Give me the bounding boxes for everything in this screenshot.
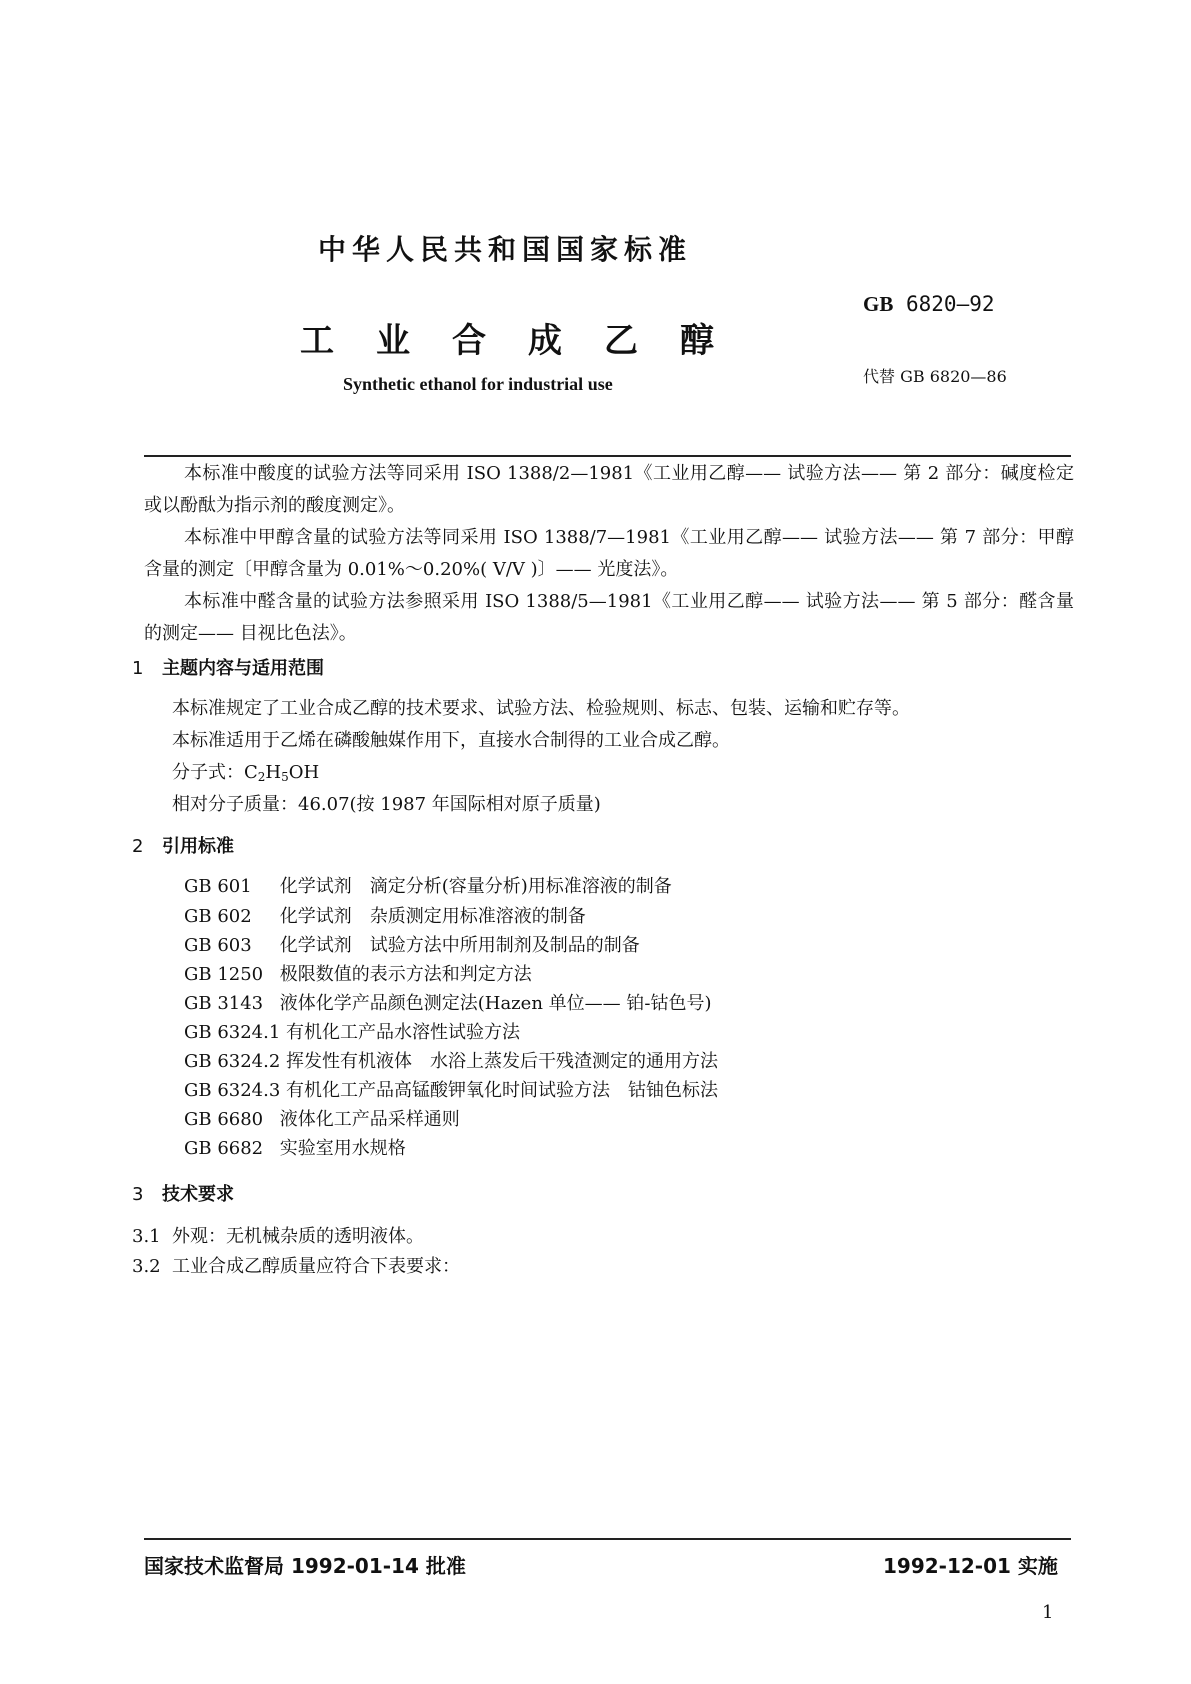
requirement-number: 3.2	[132, 1256, 161, 1277]
reference-text: 有机化工产品水溶性试验方法	[286, 1022, 521, 1043]
reference-text: 极限数值的表示方法和判定方法	[279, 964, 532, 985]
approval-date: 国家技术监督局 1992-01-14 批准	[144, 1554, 466, 1578]
formula-label: 分子式：	[172, 762, 244, 783]
document-title: 工业合成乙醇	[300, 321, 756, 361]
reference-item	[184, 989, 711, 1015]
reference-text: 挥发性有机液体 水浴上蒸发后干残渣测定的通用方法	[286, 1051, 719, 1072]
formula-h: H	[265, 762, 282, 783]
reference-item	[184, 1018, 520, 1044]
scope-line: 本标准规定了工业合成乙醇的技术要求、试验方法、检验规则、标志、包装、运输和贮存等。	[172, 698, 910, 719]
requirement-item	[132, 1222, 424, 1248]
formula-oh: OH	[288, 762, 320, 783]
section-title: 技术要求	[162, 1184, 234, 1205]
reference-code: GB 6324.1	[184, 1022, 281, 1043]
intro-paragraph-1: 本标准中酸度的试验方法等同采用 ISO 1388/2—1981《工业用乙醇—— 试验方法—— 第 2 部分：碱度检定或以酚酞为指示剂的酸度测定》。	[144, 463, 1074, 516]
reference-text: 有机化工产品高锰酸钾氧化时间试验方法 钴铀色标法	[286, 1080, 719, 1101]
national-standard-heading: 中华人民共和国国家标准	[318, 233, 693, 266]
reference-code: GB 3143	[184, 993, 264, 1014]
replaces-standard: 代替 GB 6820—86	[863, 367, 1007, 386]
reference-code: GB 6324.3	[184, 1080, 281, 1101]
section-3-heading	[132, 1180, 234, 1206]
requirement-item	[132, 1252, 460, 1278]
reference-code: GB 1250	[184, 964, 264, 985]
intro-paragraph-2: 本标准中甲醇含量的试验方法等同采用 ISO 1388/7—1981《工业用乙醇—— 试验方法—— 第 7 部分：甲醇含量的测定〔甲醇含量为 0.01%～0.20%( V/V )〕—— 光度法》。	[144, 527, 1074, 580]
requirement-text: 外观：无机械杂质的透明液体。	[172, 1226, 424, 1247]
section-number: 1	[132, 658, 144, 679]
effective-date: 1992-12-01 实施	[883, 1554, 1058, 1578]
reference-item	[184, 1047, 718, 1073]
formula-c: C	[244, 762, 258, 783]
standard-number-value: 6820—92	[906, 292, 995, 316]
reference-text: 化学试剂 试验方法中所用制剂及制品的制备	[279, 935, 640, 956]
reference-item	[184, 931, 640, 957]
reference-item	[184, 1134, 406, 1160]
section-2-heading	[132, 832, 234, 858]
reference-code: GB 6680	[184, 1109, 264, 1130]
reference-text: 液体化学产品颜色测定法(Hazen 单位—— 铂-钴色号)	[279, 993, 712, 1014]
molecular-formula	[172, 758, 319, 784]
reference-text: 化学试剂 杂质测定用标准溶液的制备	[279, 906, 586, 927]
requirement-text: 工业合成乙醇质量应符合下表要求：	[172, 1256, 460, 1277]
intro-paragraph-3: 本标准中醛含量的试验方法参照采用 ISO 1388/5—1981《工业用乙醇—— 试验方法—— 第 5 部分：醛含量的测定—— 目视比色法》。	[144, 591, 1074, 644]
reference-item	[184, 872, 672, 898]
reference-code: GB 602	[184, 906, 252, 927]
section-number: 3	[132, 1184, 144, 1205]
standard-prefix: GB	[863, 292, 894, 316]
reference-item	[184, 960, 532, 986]
reference-text: 液体化工产品采样通则	[279, 1109, 460, 1130]
reference-code: GB 6324.2	[184, 1051, 281, 1072]
page-number: 1	[1042, 1602, 1054, 1623]
requirement-number: 3.1	[132, 1226, 161, 1247]
intro-paragraphs	[144, 458, 1074, 650]
standard-number	[863, 292, 995, 317]
reference-item	[184, 1076, 718, 1102]
header-divider	[144, 455, 1071, 457]
formula-h-sub: 5	[281, 770, 289, 784]
section-1-heading	[132, 654, 324, 680]
reference-code: GB 603	[184, 935, 252, 956]
molecular-mass: 相对分子质量：46.07(按 1987 年国际相对原子质量)	[172, 794, 601, 815]
section-title: 引用标准	[162, 836, 234, 857]
reference-item	[184, 902, 586, 928]
applicability-line: 本标准适用于乙烯在磷酸触媒作用下，直接水合制得的工业合成乙醇。	[172, 730, 730, 751]
english-title: Synthetic ethanol for industrial use	[343, 374, 613, 394]
reference-code: GB 6682	[184, 1138, 264, 1159]
reference-item	[184, 1105, 460, 1131]
reference-code: GB 601	[184, 876, 252, 897]
reference-text: 实验室用水规格	[279, 1138, 406, 1159]
reference-text: 化学试剂 滴定分析(容量分析)用标准溶液的制备	[279, 876, 672, 897]
formula-c-sub: 2	[257, 770, 266, 784]
section-title: 主题内容与适用范围	[162, 658, 324, 679]
footer-divider	[144, 1538, 1071, 1540]
section-number: 2	[132, 836, 144, 857]
